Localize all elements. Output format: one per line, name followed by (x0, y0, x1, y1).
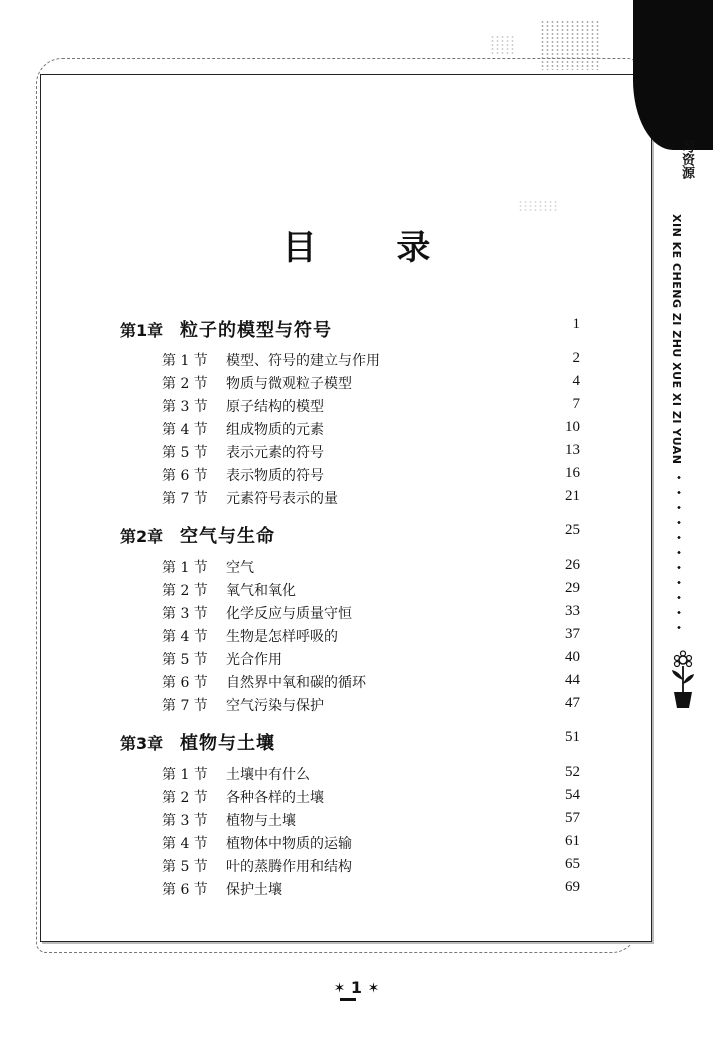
section-title: 自然界中氧和碳的循环 (226, 675, 366, 691)
section-title: 原子结构的模型 (226, 399, 324, 415)
page-number: 69 (565, 879, 580, 895)
page-number: 52 (565, 764, 580, 780)
section-label: 第 3 节 (162, 606, 208, 622)
section-label: 第 3 节 (162, 399, 208, 415)
chapter-title: 粒子的模型与符号 (180, 320, 332, 341)
section-label: 第 2 节 (162, 376, 208, 392)
side-tab (633, 0, 713, 150)
page-number: 33 (565, 603, 580, 619)
page-number: 47 (565, 695, 580, 711)
page-number: 61 (565, 833, 580, 849)
section-label: 第 7 节 (162, 698, 208, 714)
flower-pot-icon (668, 650, 698, 710)
section-label: 第 1 节 (162, 767, 208, 783)
page-number: 57 (565, 810, 580, 826)
toc-entry[interactable] (162, 787, 580, 809)
chapter-heading[interactable] (120, 729, 580, 755)
page-footer (0, 978, 713, 997)
section-title: 植物与土壤 (226, 813, 296, 829)
toc-entry[interactable] (162, 350, 580, 372)
side-dotted-line (677, 470, 681, 640)
print-speckle (490, 35, 515, 55)
page-number: 40 (565, 649, 580, 665)
section-label: 第 1 节 (162, 560, 208, 576)
star-icon: ✶ (367, 980, 380, 997)
section-title: 生物是怎样呼吸的 (226, 629, 338, 645)
toc-entry[interactable] (162, 626, 580, 648)
chapter-heading[interactable] (120, 316, 580, 342)
page-number: 2 (572, 350, 580, 366)
toc-entry[interactable] (162, 649, 580, 671)
section-label: 第 6 节 (162, 468, 208, 484)
section-label: 第 3 节 (162, 813, 208, 829)
section-label: 第 5 节 (162, 652, 208, 668)
toc-entry[interactable] (162, 465, 580, 487)
section-title: 叶的蒸腾作用和结构 (226, 859, 352, 875)
toc-entry[interactable] (162, 856, 580, 878)
page-number: 65 (565, 856, 580, 872)
chapter-label: 第3章 (120, 734, 164, 753)
section-title: 表示物质的符号 (226, 468, 324, 484)
page-number: 1 (572, 316, 580, 332)
chapter-title: 空气与生命 (180, 526, 275, 547)
section-label: 第 4 节 (162, 629, 208, 645)
page-number: 44 (565, 672, 580, 688)
section-label: 第 7 节 (162, 491, 208, 507)
section-title: 模型、符号的建立与作用 (226, 353, 380, 369)
chapter-title: 植物与土壤 (180, 733, 275, 754)
section-title: 氧气和氧化 (226, 583, 296, 599)
page-number: 37 (565, 626, 580, 642)
page-title: 目 录 (282, 228, 465, 268)
page-number: 10 (565, 419, 580, 435)
page-number: 16 (565, 465, 580, 481)
toc-entry[interactable] (162, 695, 580, 717)
section-label: 第 5 节 (162, 859, 208, 875)
page-number: 26 (565, 557, 580, 573)
toc-entry[interactable] (162, 879, 580, 901)
side-title: 习资源 (679, 140, 694, 179)
toc-entry[interactable] (162, 488, 580, 510)
section-title: 各种各样的土壤 (226, 790, 324, 806)
toc-entry[interactable] (162, 396, 580, 418)
toc-entry[interactable] (162, 603, 580, 625)
section-label: 第 6 节 (162, 675, 208, 691)
toc-entry[interactable] (162, 833, 580, 855)
page-number: 29 (565, 580, 580, 596)
section-label: 第 2 节 (162, 790, 208, 806)
footer-underline (340, 998, 356, 1001)
section-title: 空气污染与保护 (226, 698, 324, 714)
side-pinyin-text: XIN KE CHENG ZI ZHU XUE XI ZI YUAN (670, 214, 683, 465)
section-title: 光合作用 (226, 652, 282, 668)
chapter-label: 第1章 (120, 321, 164, 340)
print-speckle (540, 20, 600, 70)
page-number: 54 (565, 787, 580, 803)
section-title: 植物体中物质的运输 (226, 836, 352, 852)
chapter-heading[interactable] (120, 522, 580, 548)
page-number: 13 (565, 442, 580, 458)
page-number: 21 (565, 488, 580, 504)
section-label: 第 2 节 (162, 583, 208, 599)
section-label: 第 4 节 (162, 422, 208, 438)
page-number: 25 (565, 522, 580, 538)
section-title: 元素符号表示的量 (226, 491, 338, 507)
section-title: 化学反应与质量守恒 (226, 606, 352, 622)
section-label: 第 6 节 (162, 882, 208, 898)
section-label: 第 5 节 (162, 445, 208, 461)
section-title: 物质与微观粒子模型 (226, 376, 352, 392)
page-number: 4 (572, 373, 580, 389)
section-title: 保护土壤 (226, 882, 282, 898)
toc-entry[interactable] (162, 764, 580, 786)
section-label: 第 4 节 (162, 836, 208, 852)
page-number: 51 (565, 729, 580, 745)
star-icon: ✶ (333, 980, 346, 997)
page-number-footer: 1 (350, 978, 363, 997)
section-title: 表示元素的符号 (226, 445, 324, 461)
chapter-label: 第2章 (120, 527, 164, 546)
toc-entry[interactable] (162, 557, 580, 579)
toc-entry[interactable] (162, 419, 580, 441)
section-title: 组成物质的元素 (226, 422, 324, 438)
toc-entry[interactable] (162, 580, 580, 602)
toc-entry[interactable] (162, 442, 580, 464)
section-label: 第 1 节 (162, 353, 208, 369)
toc-entry[interactable] (162, 672, 580, 694)
section-title: 空气 (226, 560, 254, 576)
print-speckle (518, 200, 558, 212)
page-number: 7 (572, 396, 580, 412)
section-title: 土壤中有什么 (226, 767, 310, 783)
toc-entry[interactable] (162, 373, 580, 395)
toc-entry[interactable] (162, 810, 580, 832)
